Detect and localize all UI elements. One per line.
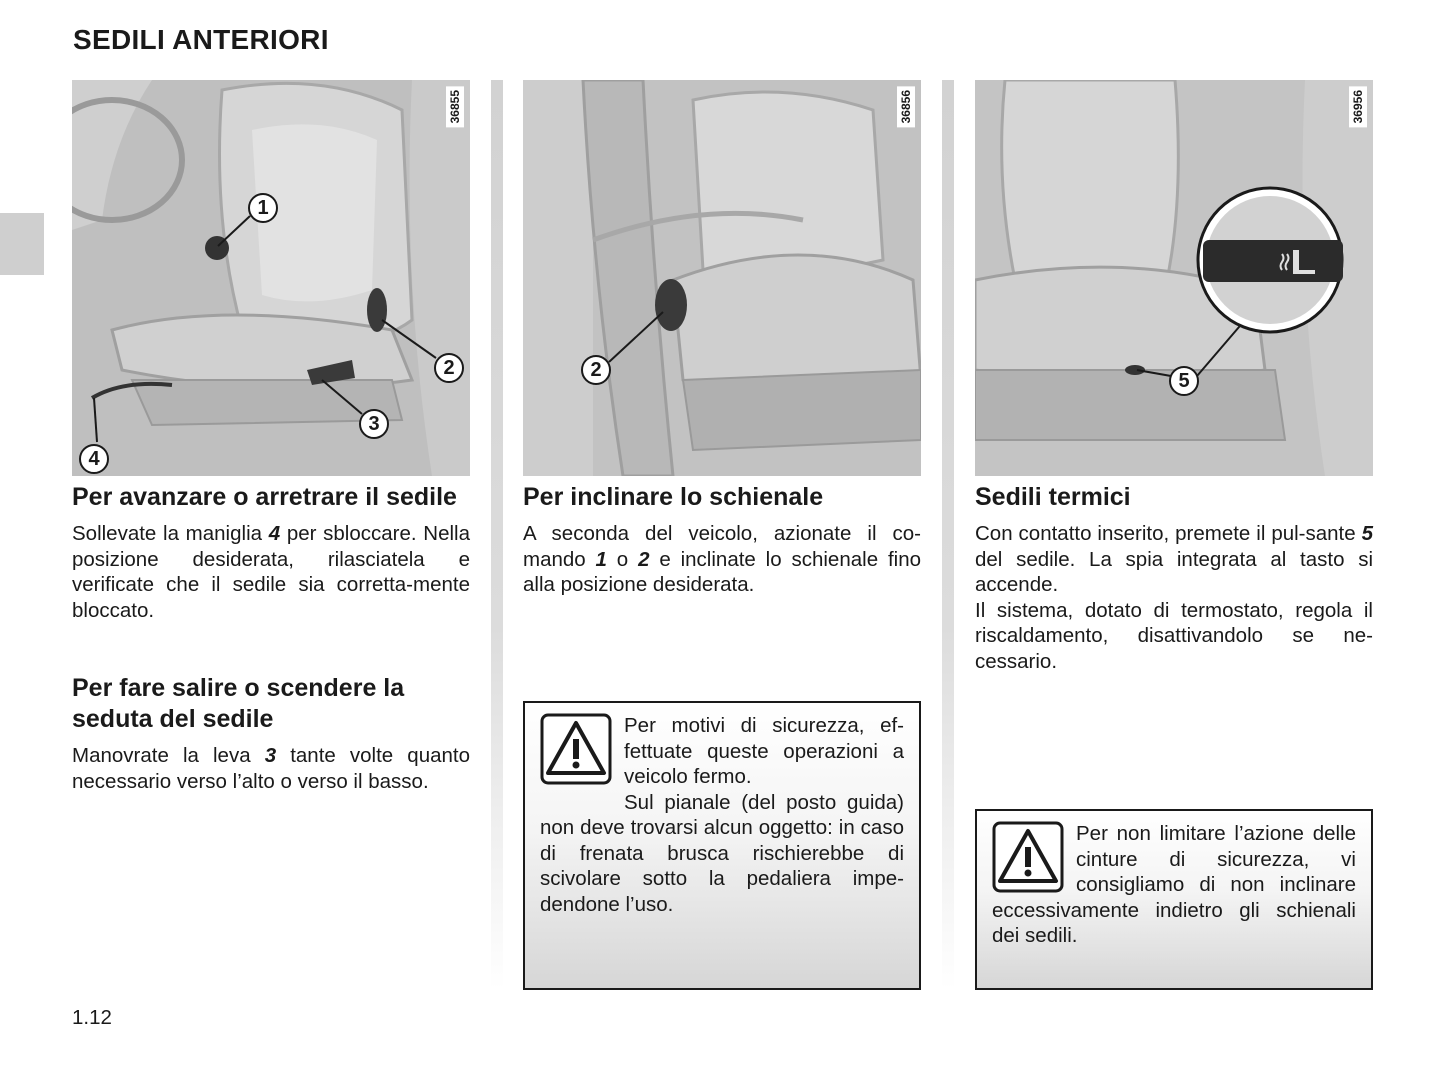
warning-triangle-icon — [540, 713, 612, 785]
chapter-side-tab — [0, 213, 44, 275]
callout-5: 5 — [1169, 366, 1199, 396]
warning-triangle-icon — [992, 821, 1064, 893]
callout-1: 1 — [248, 193, 278, 223]
callout-3: 3 — [359, 409, 389, 439]
warning-box-seatbelts — [975, 809, 1373, 990]
figure-number: 36956 — [1349, 86, 1367, 127]
heated-seat-illustration — [975, 80, 1373, 476]
ref-number: 2 — [638, 547, 650, 571]
ref-number: 3 — [264, 744, 277, 767]
warning-box-safety-stationary — [523, 701, 921, 990]
column-separator — [491, 80, 503, 990]
warning-text-floor: Sul pianale (del posto guida) non deve trovarsi alcun oggetto: in caso di frenata brusca rischierebbe di scivolare sotto la pedaliera impe-dendone l’uso. — [540, 790, 904, 916]
ref-number: 5 — [1361, 522, 1373, 545]
column-heated-seats — [975, 80, 1373, 674]
heading-backrest: Per inclinare lo schienale — [523, 483, 824, 511]
text-backrest: A seconda del veicolo, azionate il co-mando 1 o 2 e inclinate lo schienale fino alla posizione desiderata. — [523, 522, 921, 596]
recline-wheel — [655, 279, 687, 331]
callout-4: 4 — [79, 444, 109, 474]
heading-seat-height: Per fare salire o scendere la seduta del sedile — [72, 674, 405, 733]
heading-seat-forward-back: Per avanzare o arretrare il sedile — [72, 483, 457, 511]
callout-2: 2 — [434, 353, 464, 383]
recline-wheel — [367, 288, 387, 332]
figure-number: 36855 — [446, 86, 464, 127]
ref-number: 1 — [595, 547, 607, 571]
callout-2: 2 — [581, 355, 611, 385]
column-separator — [942, 80, 954, 990]
column-seat-position — [72, 80, 470, 794]
figure-seat-adjust-controls — [72, 80, 470, 476]
text-seat-height: Manovrate la leva 3 tante volte quanto necessario verso l’alto o verso il basso. — [72, 744, 470, 793]
backrest-illustration — [523, 80, 921, 476]
figure-heated-seat-button — [975, 80, 1373, 476]
ref-number: 4 — [268, 522, 281, 545]
text-heated-seats-button: Con contatto inserito, premete il pul-sante 5 del sedile. La spia integrata al tasto si accende. — [975, 522, 1373, 596]
page-title: SEDILI ANTERIORI — [73, 24, 329, 55]
figure-number: 36856 — [897, 86, 915, 127]
seat-illustration — [72, 80, 470, 476]
text-seat-forward-back: Sollevate la maniglia 4 per sbloccare. Nella posizione desiderata, rilasciatela e verificate che il sedile sia corretta-mente bloccato. — [72, 522, 470, 622]
column-backrest — [523, 80, 921, 598]
seat-heater-icon — [1203, 240, 1343, 282]
warning-text-seatbelts: Per non limitare l’azione delle cinture di sicurezza, vi consigliamo di non inclinare eccessivamente indietro gli schienali dei sedili. — [992, 822, 1356, 947]
text-heated-seats-thermostat: Il sistema, dotato di termostato, regola il riscaldamento, disattivandolo se ne-cessario. — [975, 598, 1373, 673]
page-number: 1.12 — [72, 1006, 112, 1029]
heading-heated-seats: Sedili termici — [975, 483, 1131, 511]
warning-text-stationary: Per motivi di sicurezza, ef-fettuate queste operazioni a veicolo fermo. — [624, 714, 904, 788]
figure-backrest-control — [523, 80, 921, 476]
